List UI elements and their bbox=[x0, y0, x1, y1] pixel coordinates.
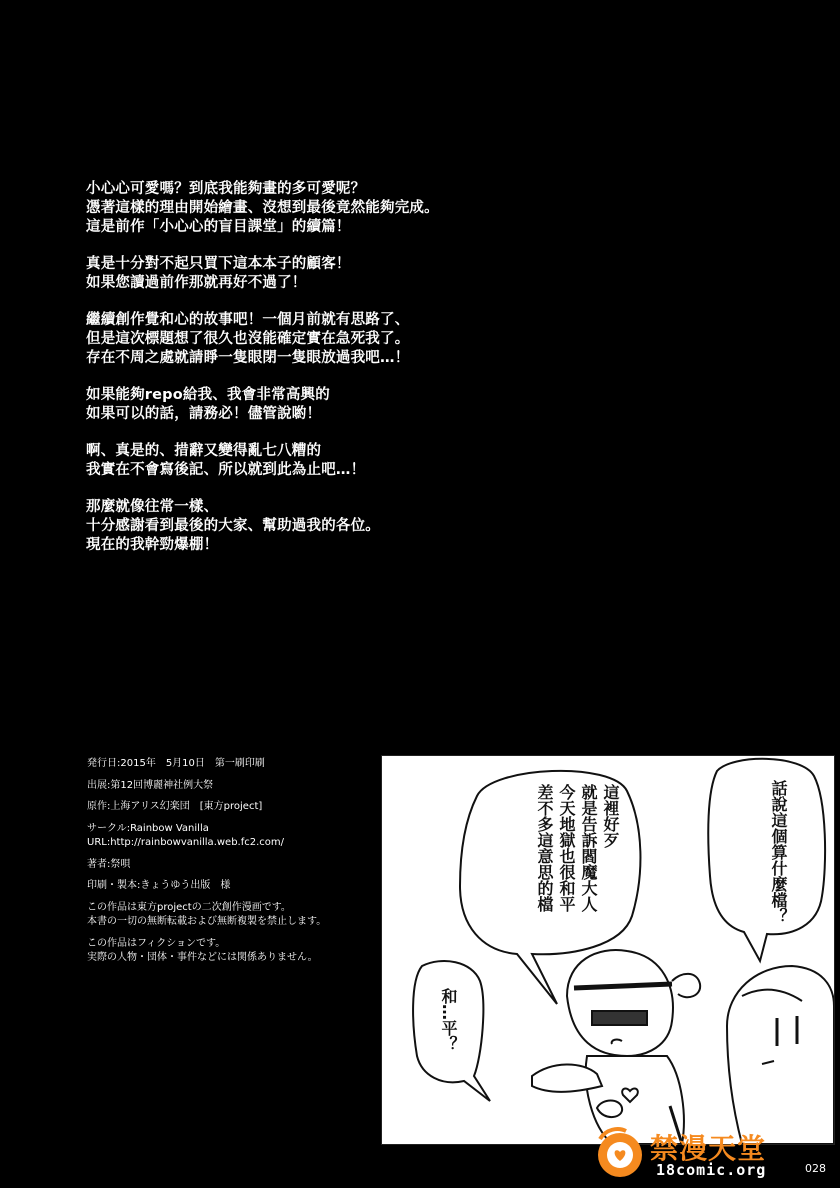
afterword-line: 現在的我幹勁爆棚！ bbox=[86, 537, 219, 553]
character-right-illustration bbox=[727, 966, 834, 1144]
afterword-paragraph bbox=[86, 255, 506, 293]
afterword-line: 繼續創作覺和心的故事吧！一個月前就有思路了、 bbox=[86, 312, 410, 328]
notice-line: この作品はフィクションです。 bbox=[87, 937, 226, 949]
afterword-line: 如果能夠repo給我、我會非常高興的 bbox=[86, 387, 330, 403]
notice-line: 本書の一切の無断転載および無断複製を禁止します。 bbox=[87, 916, 327, 927]
page-number: 028 bbox=[805, 1162, 826, 1175]
afterword-paragraph bbox=[86, 180, 506, 237]
afterword-line: 如果您讀過前作那就再好不過了！ bbox=[86, 275, 307, 291]
publish-date: 発行日:2015年 5月10日 第一刷印刷 bbox=[87, 758, 265, 769]
afterword-line: 十分感謝看到最後的大家、幫助過我的各位。 bbox=[86, 518, 380, 534]
afterword-line: 憑著這樣的理由開始繪畫、沒想到最後竟然能夠完成。 bbox=[86, 200, 439, 216]
speech-text-left-col4: 差不多這意思的檔 bbox=[535, 784, 554, 912]
speech-text-right: 話說這個算什麼檔？ bbox=[769, 780, 788, 924]
original-work: 原作:上海アリス幻楽団 [東方project] bbox=[87, 801, 263, 812]
speech-bubble-right bbox=[708, 759, 825, 961]
afterword-paragraph bbox=[86, 386, 506, 424]
speech-text-left-col3: 今天地獄也很和平 bbox=[557, 784, 576, 912]
watermark-title: 禁漫天堂 bbox=[650, 1132, 767, 1165]
afterword-paragraph bbox=[86, 311, 506, 368]
manga-panel bbox=[381, 755, 835, 1145]
afterword-paragraph bbox=[86, 498, 506, 555]
colophon bbox=[87, 757, 377, 973]
colophon-block bbox=[87, 822, 377, 851]
author: 著者:祭唄 bbox=[87, 858, 131, 870]
speech-text-left-col1: 這裡好歹 bbox=[601, 784, 620, 848]
afterword-line: 存在不周之處就請睜一隻眼閉一隻眼放過我吧…！ bbox=[86, 350, 410, 366]
notice-line: 実際の人物・団体・事件などには関係ありません。 bbox=[87, 952, 318, 963]
afterword-line: 我實在不會寫後記、所以就到此為止吧…！ bbox=[86, 462, 366, 478]
afterword-text bbox=[86, 180, 506, 573]
colophon-block bbox=[87, 858, 377, 873]
watermark bbox=[592, 1125, 802, 1181]
colophon-block bbox=[87, 937, 377, 966]
afterword-line: 如果可以的話，請務必！儘管說喲！ bbox=[86, 406, 322, 422]
afterword-line: 這是前作「小心心的盲目課堂」的續篇！ bbox=[86, 219, 351, 235]
colophon-block bbox=[87, 800, 377, 815]
speech-text-bottom: 和…平？ bbox=[439, 988, 458, 1052]
afterword-line: 小心心可愛嗎？到底我能夠畫的多可愛呢？ bbox=[86, 181, 366, 197]
afterword-paragraph bbox=[86, 442, 506, 480]
afterword-line: 真是十分對不起只買下這本本子的顧客！ bbox=[86, 256, 351, 272]
notice-line: この作品は東方projectの二次創作漫画です。 bbox=[87, 901, 291, 913]
colophon-block bbox=[87, 901, 377, 930]
colophon-block bbox=[87, 779, 377, 794]
afterword-line: 但是這次標題想了很久也沒能確定實在急死我了。 bbox=[86, 331, 410, 347]
printer: 印刷・製本:きょうゆう出版 様 bbox=[87, 880, 231, 891]
afterword-line: 啊、真是的、措辭又變得亂七八糟的 bbox=[86, 443, 322, 459]
afterword-line: 那麼就像往常一樣、 bbox=[86, 499, 219, 515]
circle-url: URL:http://rainbowvanilla.web.fc2.com/ bbox=[87, 837, 285, 848]
circle-name: サークル:Rainbow Vanilla bbox=[87, 822, 209, 834]
colophon-block bbox=[87, 757, 377, 772]
watermark-site: 18comic.org bbox=[656, 1161, 767, 1179]
speech-text-left-col2: 就是告訴閻魔大人 bbox=[579, 784, 598, 912]
colophon-block bbox=[87, 879, 377, 894]
character-left-illustration bbox=[532, 950, 700, 1144]
watermark-logo-icon bbox=[592, 1125, 648, 1181]
event-name: 出展:第12回博麗神社例大祭 bbox=[87, 779, 214, 791]
